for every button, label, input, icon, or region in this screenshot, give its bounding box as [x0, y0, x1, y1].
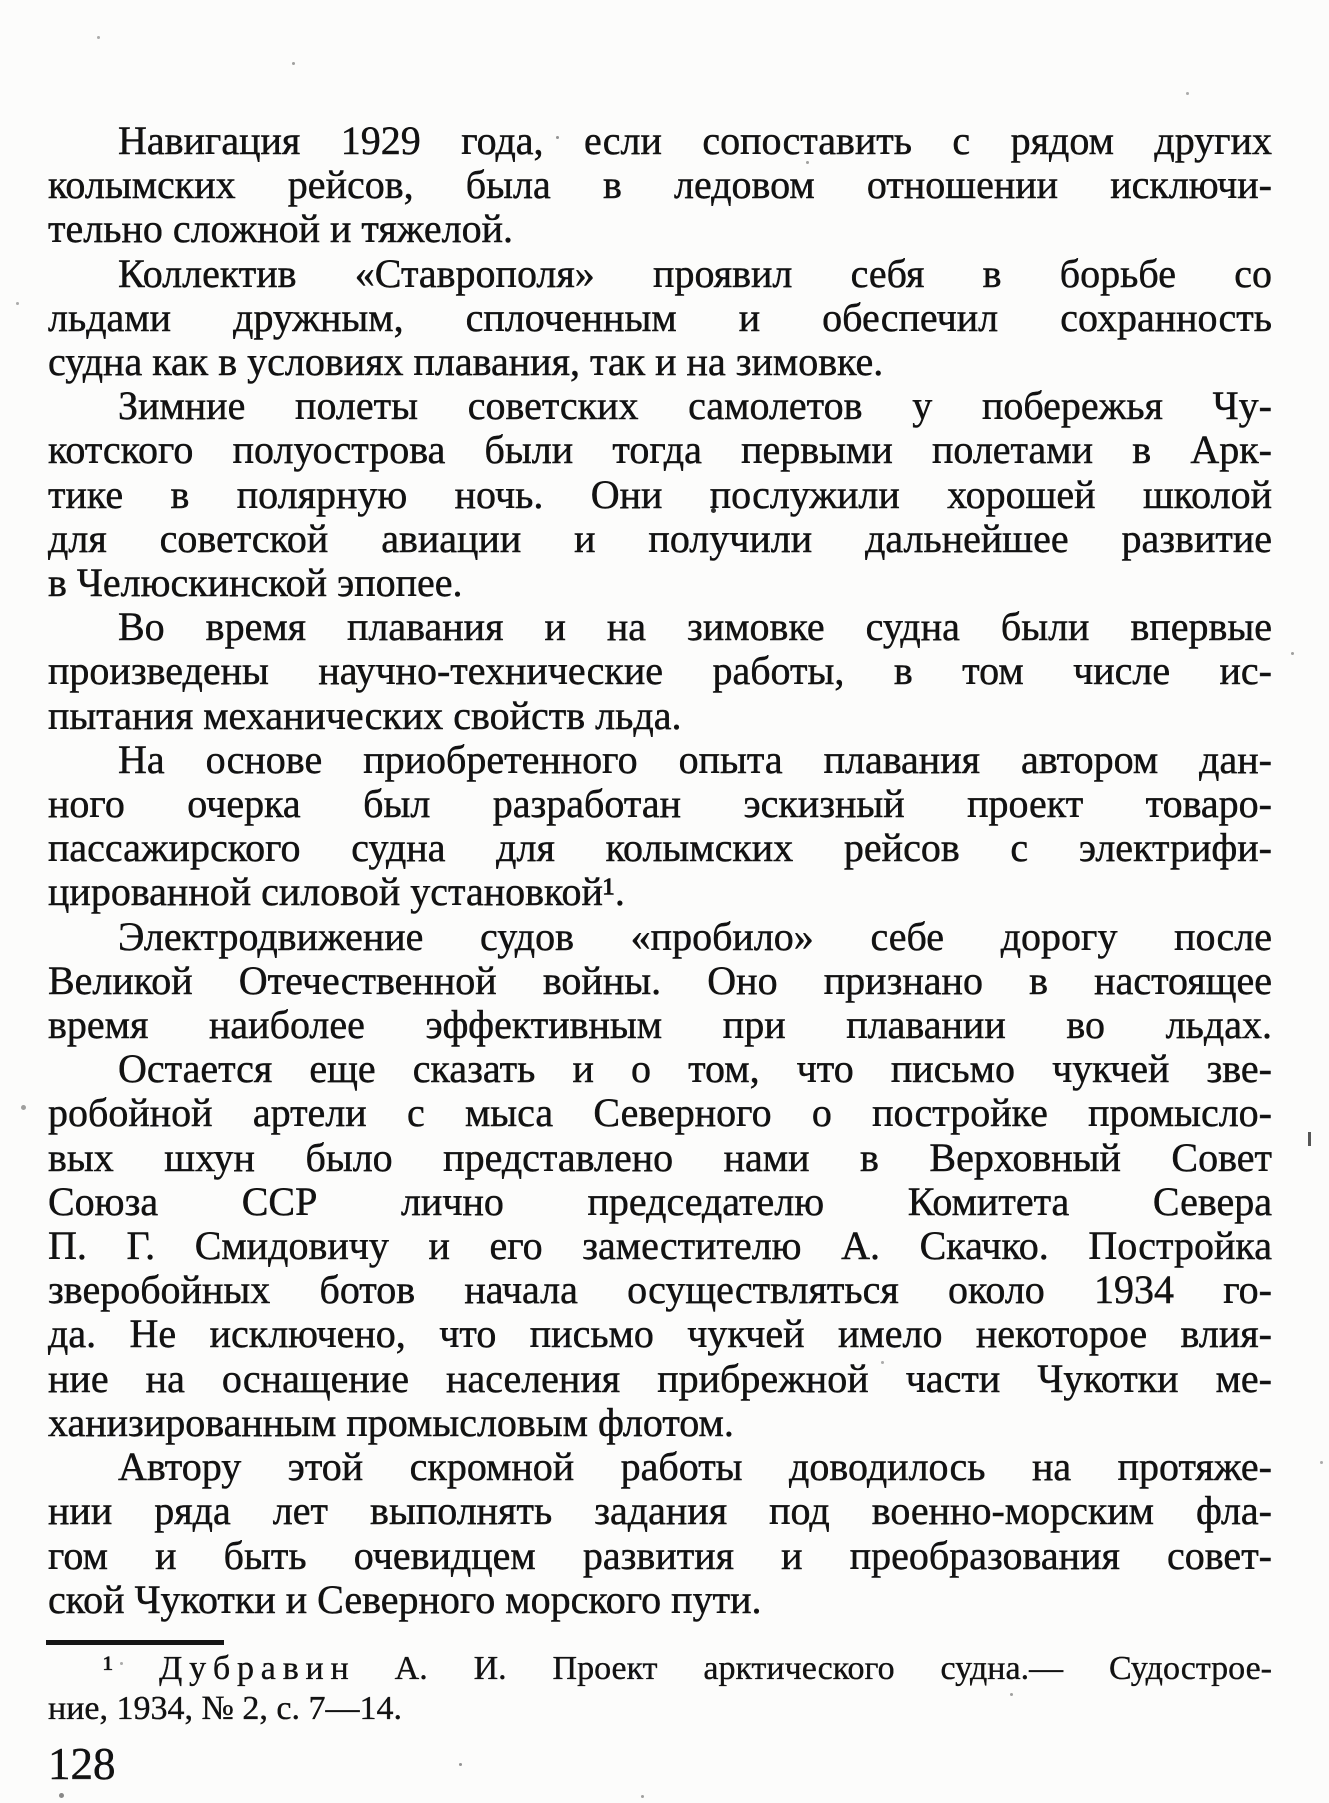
text-line: колымских рейсов, была в ледовом отношении исключи-: [48, 162, 1272, 208]
text-line: гом и быть очевидцем развития и преобразования совет-: [48, 1532, 1272, 1578]
paragraph-3: [48, 384, 1272, 605]
text-line: нии ряда лет выполнять задания под военно-морским фла-: [48, 1488, 1272, 1534]
text-line: зверобойных ботов начала осуществляться около 1934 го-: [48, 1267, 1272, 1313]
text-line: тельно сложной и тяжелой.: [48, 206, 513, 252]
text-line: Автору этой скромной работы доводилось на протяже-: [118, 1444, 1272, 1490]
text-line: робойной артели с мыса Северного о постройке промысло-: [48, 1090, 1272, 1136]
paragraph-1: [48, 119, 1272, 252]
scan-noise-dash: [1308, 1132, 1311, 1146]
text-line: На основе приобретенного опыта плавания автором дан-: [118, 736, 1272, 782]
scan-noise-speckles: [0, 0, 3, 3]
page-number: 128: [48, 1739, 116, 1789]
footnote-separator: [46, 1640, 224, 1645]
text-line: ние на оснащение населения прибрежной части Чукотки ме-: [48, 1355, 1272, 1401]
text-line: время наиболее эффективным при плавании во льдах.: [48, 1002, 1272, 1048]
text-line: ской Чукотки и Северного морского пути.: [48, 1576, 762, 1622]
text-line: цированной силовой установкой¹.: [48, 869, 625, 915]
text-line: ного очерка был разработан эскизный проект товаро-: [48, 781, 1272, 827]
text-line: ханизированным промысловым флотом.: [48, 1399, 734, 1445]
text-line: в Челюскинской эпопее.: [48, 560, 463, 606]
paragraph-7: [48, 1047, 1272, 1445]
text-line: вых шхун было представлено нами в Верховный Совет: [48, 1134, 1272, 1180]
paragraph-5: [48, 738, 1272, 915]
text-line: Зимние полеты советских самолетов у побережья Чу-: [118, 383, 1272, 429]
paragraph-8: [48, 1445, 1272, 1622]
text-line: Коллектив «Ставрополя» проявил себя в борьбе со: [118, 250, 1272, 296]
paragraph-6: [48, 915, 1272, 1048]
text-line: П. Г. Смидовичу и его заместителю А. Скачко. Постройка: [48, 1223, 1272, 1269]
text-line: для советской авиации и получили дальнейшее развитие: [48, 515, 1272, 561]
paragraph-2: [48, 252, 1272, 385]
text-line: произведены научно-технические работы, в том числе ис-: [48, 648, 1272, 694]
text-block: [48, 119, 1272, 1622]
text-line: пассажирского судна для колымских рейсов с электрифи-: [48, 825, 1272, 871]
text-line: пытания механических свойств льда.: [48, 692, 682, 738]
footnote: [48, 1649, 1272, 1729]
text-line: льдами дружным, сплоченным и обеспечил сохранность: [48, 294, 1272, 340]
text-line: да. Не исключено, что письмо чукчей имело некоторое влия-: [48, 1311, 1272, 1357]
text-line: Остается еще сказать и о том, что письмо чукчей зве-: [118, 1046, 1272, 1092]
text-line: Навигация 1929 года, если сопоставить с рядом других: [118, 118, 1272, 163]
text-line: судна как в условиях плавания, так и на зимовке.: [48, 339, 884, 385]
paragraph-4: [48, 605, 1272, 738]
text-line: Электродвижение судов «пробило» себе дорогу после: [118, 913, 1272, 959]
text-line: тике в полярную ночь. Они послужили хорошей школой: [48, 471, 1272, 517]
footnote-line: ¹ Д у б р а в и н А. И. Проект арктического судна.— Судострое-: [103, 1650, 1272, 1687]
footnote-line: ние, 1934, № 2, с. 7—14.: [48, 1690, 403, 1727]
text-line: Союза ССР лично председателю Комитета Севера: [48, 1178, 1272, 1224]
text-line: котского полуострова были тогда первыми полетами в Арк-: [48, 427, 1272, 473]
text-line: Великой Отечественной войны. Оно признано в настоящее: [48, 957, 1272, 1003]
text-line: Во время плавания и на зимовке судна были впервые: [118, 604, 1272, 650]
